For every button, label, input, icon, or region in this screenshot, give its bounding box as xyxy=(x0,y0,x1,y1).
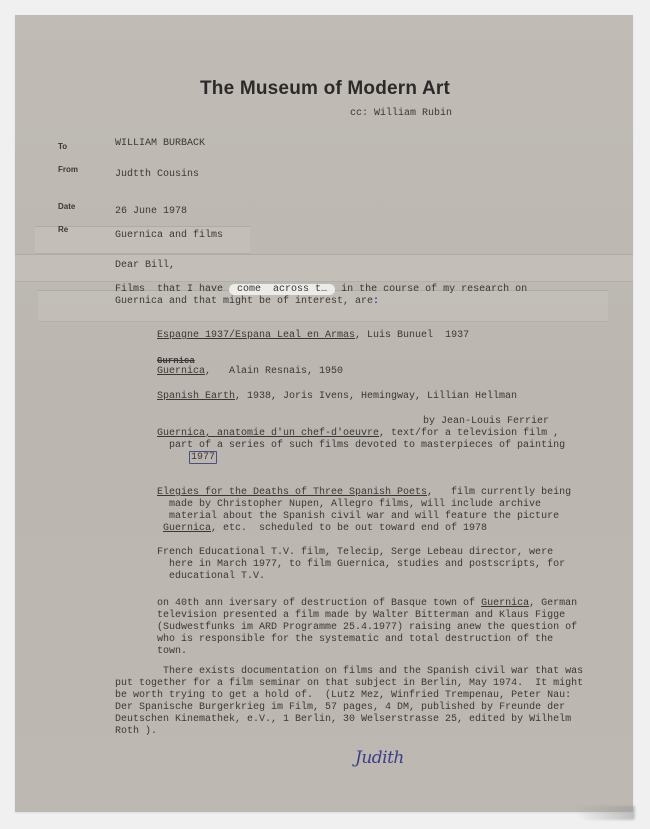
to-label: To xyxy=(58,142,68,151)
film-year xyxy=(189,452,217,464)
intro-line-1: Films that I have come across t… in the course of my research on xyxy=(115,284,528,295)
film-item-elegies-line3: material about the Spanish civil war and will feature the picture xyxy=(157,511,560,522)
film-title: Guernica xyxy=(157,366,206,377)
film-item-guernica-resnais: Guernica, Alain Resnais, 1950 xyxy=(157,366,344,377)
closing-line-2: put together for a film seminar on that subject in Berlin, May 1974. It might xyxy=(115,678,584,689)
film-item-german-tv-line4: who is responsible for the systematic and total destruction of the xyxy=(157,634,554,645)
tape-strip xyxy=(15,254,633,282)
from-label: From xyxy=(58,165,78,174)
re-value: Guernica and films xyxy=(115,230,224,241)
film-item-elegies-line2: made by Christopher Nupen, Allegro films, will include archive xyxy=(157,499,542,510)
whiteout-correction: come across t… xyxy=(231,284,334,295)
film-item-french-tv: French Educational T.V. film, Telecip, Serge Lebeau director, were xyxy=(157,547,554,558)
handwritten-bracket: 1977 xyxy=(191,452,216,463)
re-label: Re xyxy=(58,225,69,234)
film-item-german-tv-line2: television presented a film made by Walter Bitterman and Klaus Figge xyxy=(157,610,566,621)
byline-ferrier: by Jean-Louis Ferrier xyxy=(423,416,550,427)
struck-typo: Gurnica xyxy=(157,356,195,366)
closing-line-6: Roth ). xyxy=(115,726,158,737)
film-title: Elegies for the Deaths of Three Spanish Poets xyxy=(157,487,428,498)
salutation: Dear Bill, xyxy=(115,260,176,271)
film-item-spanish-earth: Spanish Earth, 1938, Joris Ivens, Hemingway, Lillian Hellman xyxy=(157,391,518,402)
film-item-elegies-line4: Guernica, etc. scheduled to be out toward end of 1978 xyxy=(163,523,488,534)
film-title: Spanish Earth xyxy=(157,391,236,402)
to-value: WILLIAM BURBACK xyxy=(115,138,206,149)
film-item-french-tv-line3: educational T.V. xyxy=(157,571,266,582)
handwritten-colon: : xyxy=(373,296,380,307)
letterhead-title: The Museum of Modern Art xyxy=(199,78,451,99)
film-item-elegies: Elegies for the Deaths of Three Spanish Poets, film currently being xyxy=(157,487,572,498)
closing-line-3: be worth trying to get a hold of. (Lutz Mez, Winfried Trempenau, Peter Nau: xyxy=(115,690,572,701)
date-label: Date xyxy=(58,202,76,211)
paper-curl-shadow xyxy=(575,806,635,820)
from-value: Judtth Cousins xyxy=(115,169,200,180)
cc-line: cc: William Rubin xyxy=(350,108,453,119)
closing-line-1: There exists documentation on films and the Spanish civil war that was xyxy=(115,666,584,677)
film-item-french-tv-line2: here in March 1977, to film Guernica, studies and postscripts, for xyxy=(157,559,566,570)
film-title: Espagne 1937/Espana Leal en Armas xyxy=(157,330,356,341)
intro-line-2: Guernica and that might be of interest, are: xyxy=(115,296,380,307)
closing-line-4: Der Spanische Burgerkrieg im Film, 57 pages, 4 DM, published by Freunde der xyxy=(115,702,566,713)
film-title: Guernica, anatomie d'un chef-d'oeuvre xyxy=(157,428,380,439)
film-item-espagne: Espagne 1937/Espana Leal en Armas, Luis Bunuel 1937 xyxy=(157,330,470,341)
film-item-german-tv-line5: town. xyxy=(157,646,188,657)
date-value: 26 June 1978 xyxy=(115,206,188,217)
film-item-anatomie-line2: part of a series of such films devoted to masterpieces of painting xyxy=(157,440,566,451)
handwritten-signature: Judith xyxy=(355,748,404,768)
film-item-german-tv: on 40th ann iversary of destruction of Basque town of Guernica, German xyxy=(157,598,578,609)
film-item-german-tv-line3: (Sudwestfunks im ARD Programme 25.4.1977) raising anew the question of xyxy=(157,622,578,633)
closing-line-5: Deutschen Kinemathek, e.V., 1 Berlin, 30 Welserstrasse 25, edited by Wilhelm xyxy=(115,714,572,725)
film-item-anatomie: Guernica, anatomie d'un chef-d'oeuvre, text/for a television film , xyxy=(157,428,560,439)
